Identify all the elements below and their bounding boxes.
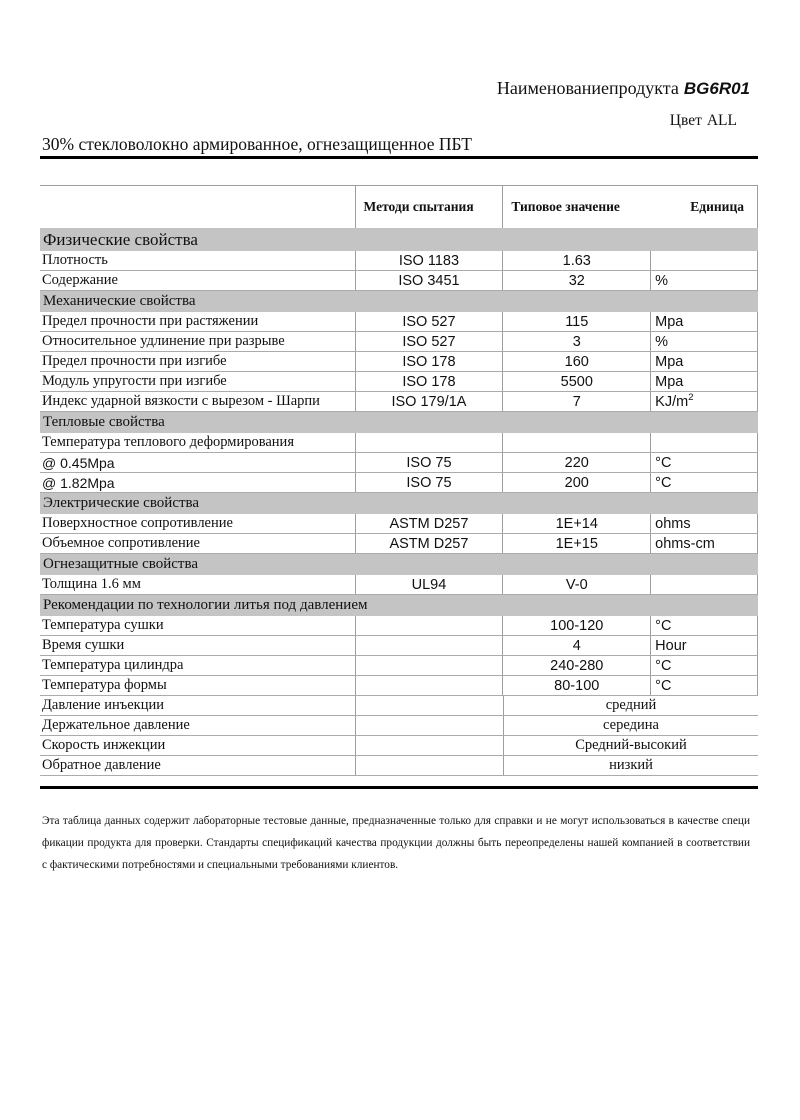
value-cell: 160: [502, 352, 650, 371]
unit-cell: °C: [650, 676, 757, 695]
value-cell: Средний-высокий: [503, 736, 758, 755]
table-row: [40, 453, 758, 473]
color-value: ALL: [706, 112, 737, 129]
disclaimer-line: фикации продукта для проверки. Стандарты спецификаций качества продукции должны быть переопределены нашей компанией в соответствии: [42, 837, 750, 849]
unit-cell: °C: [650, 453, 757, 472]
value-cell: 1.63: [502, 251, 650, 270]
property-name-cell: Температура цилиндра: [42, 657, 184, 673]
unit-cell: [650, 433, 757, 452]
table-row: [40, 756, 758, 776]
value-cell: 80-100: [502, 676, 650, 695]
table-row: [40, 514, 758, 534]
property-name-cell: Скорость инжекции: [42, 737, 166, 753]
section-label: Механические свойства: [43, 293, 196, 309]
method-cell: ASTM D257: [355, 514, 503, 533]
section-header-row: [40, 554, 758, 575]
method-cell: [355, 696, 503, 715]
table-row: [40, 636, 758, 656]
method-cell: ISO 75: [355, 453, 503, 472]
unit-cell: Mpa: [650, 372, 757, 391]
table-header-row: [40, 186, 758, 228]
value-cell: 100-120: [502, 616, 650, 635]
unit-cell: KJ/m $^2$: [650, 392, 757, 411]
method-cell: [355, 716, 503, 735]
property-name-cell: Объемное сопротивление: [42, 535, 200, 551]
properties-table: [40, 185, 758, 776]
method-cell: ISO 178: [355, 372, 503, 391]
value-cell: 5500: [502, 372, 650, 391]
table-row: [40, 656, 758, 676]
method-cell: UL94: [355, 575, 503, 594]
method-cell: ISO 527: [355, 332, 503, 351]
unit-cell: °C: [650, 656, 757, 675]
property-name-cell: Время сушки: [42, 637, 125, 653]
unit-cell: °C: [650, 616, 757, 635]
unit-cell: [650, 251, 757, 270]
product-name-label: Наименованиепродукта: [496, 78, 679, 98]
property-name-cell: Содержание: [42, 272, 118, 288]
value-cell: V-0: [502, 575, 650, 594]
table-row: [40, 312, 758, 332]
unit-cell: %: [650, 271, 757, 290]
property-name-cell: Относительное удлинение при разрыве: [42, 333, 285, 349]
unit-cell: [650, 575, 757, 594]
unit-cell: Mpa: [650, 352, 757, 371]
table-row: [40, 575, 758, 595]
method-cell: ISO 179/1A: [355, 392, 503, 411]
property-name-cell: Модуль упругости при изгибе: [42, 373, 227, 389]
value-cell: 200: [502, 473, 650, 492]
header-property-cell: [40, 186, 355, 228]
property-name-cell: Толщина 1.6 мм: [42, 576, 141, 592]
table-row: [40, 372, 758, 392]
section-label: Электрические свойства: [43, 495, 200, 511]
table-row: [40, 616, 758, 636]
property-name-cell: @ 0.45Mpa: [42, 454, 115, 471]
value-cell: средний: [503, 696, 758, 715]
value-cell: низкий: [503, 756, 758, 775]
method-cell: ISO 75: [355, 473, 503, 492]
value-cell: 1E+15: [502, 534, 650, 553]
product-code: BG6R01: [683, 79, 750, 98]
value-cell: 1E+14: [502, 514, 650, 533]
disclaimer-text: [42, 810, 750, 876]
section-header-row: [40, 228, 758, 251]
color-line: [40, 112, 737, 130]
method-cell: [355, 676, 503, 695]
property-name-cell: Плотность: [42, 252, 108, 268]
value-cell: 115: [502, 312, 650, 331]
material-description: 30% стекловолокно армированное, огнезащищенное ПБТ: [42, 134, 472, 154]
method-cell: [355, 756, 503, 775]
table-row: [40, 676, 758, 696]
top-divider-line: [40, 156, 758, 159]
property-name-cell: Температура формы: [42, 677, 167, 693]
section-header-row: [40, 595, 758, 616]
section-label: Тепловые свойства: [43, 414, 165, 430]
method-cell: ISO 3451: [355, 271, 503, 290]
method-cell: [355, 636, 503, 655]
table-row: [40, 251, 758, 271]
bottom-divider-line: [40, 786, 758, 789]
color-label: Цвет: [669, 112, 702, 129]
value-cell: 240-280: [502, 656, 650, 675]
property-name-cell: Обратное давление: [42, 757, 161, 773]
table-row: [40, 352, 758, 372]
value-cell: 7: [502, 392, 650, 411]
unit-cell: %: [650, 332, 757, 351]
property-name-cell: Индекс ударной вязкости с вырезом - Шарпи: [42, 393, 320, 409]
value-cell: середина: [503, 716, 758, 735]
table-row: [40, 736, 758, 756]
method-cell: ASTM D257: [355, 534, 503, 553]
section-header-row: [40, 412, 758, 433]
table-body: [40, 228, 758, 776]
table-row: [40, 716, 758, 736]
table-row: [40, 473, 758, 493]
disclaimer-line: с фактическими потребностями и специальными требованиями клиентов.: [42, 859, 399, 871]
unit-cell: ohms: [650, 514, 757, 533]
table-row: [40, 332, 758, 352]
value-cell: [502, 433, 650, 452]
unit-cell: Mpa: [650, 312, 757, 331]
property-name-cell: Поверхностное сопротивление: [42, 515, 233, 531]
method-cell: [355, 736, 503, 755]
property-name-cell: Температура теплового деформирования: [42, 434, 294, 450]
property-name-cell: @ 1.82Mpa: [42, 474, 115, 491]
method-cell: [355, 616, 503, 635]
method-cell: [355, 656, 503, 675]
method-cell: [355, 433, 503, 452]
method-cell: ISO 178: [355, 352, 503, 371]
header-method-cell: Методи спытания: [355, 186, 503, 228]
property-name-cell: Температура сушки: [42, 617, 164, 633]
section-header-row: [40, 291, 758, 312]
section-label: Физические свойства: [43, 229, 198, 249]
property-name-cell: Держательное давление: [42, 717, 190, 733]
header-unit-cell: Единица: [690, 199, 744, 214]
table-row: [40, 271, 758, 291]
section-label: Огнезащитные свойства: [43, 556, 199, 572]
property-name-cell: Предел прочности при изгибе: [42, 353, 227, 369]
unit-cell: °C: [650, 473, 757, 492]
value-cell: 3: [502, 332, 650, 351]
table-row: [40, 433, 758, 453]
header-value-cell: Типовое значение: [502, 186, 650, 228]
unit-cell: Hour: [650, 636, 757, 655]
method-cell: ISO 527: [355, 312, 503, 331]
product-name-line: [40, 78, 750, 99]
table-row: [40, 392, 758, 412]
section-header-row: [40, 493, 758, 514]
table-row: [40, 696, 758, 716]
table-row: [40, 534, 758, 554]
value-cell: 220: [502, 453, 650, 472]
method-cell: ISO 1183: [355, 251, 503, 270]
disclaimer-line: Эта таблица данных содержит лабораторные тестовые данные, предназначенные только для справки и не могут использоваться в качестве специ: [42, 815, 750, 827]
property-name-cell: Давление инъекции: [42, 697, 165, 713]
value-cell: 4: [502, 636, 650, 655]
section-label: Рекомендации по технологии литья под давлением: [43, 597, 368, 613]
unit-cell: ohms-cm: [650, 534, 757, 553]
property-name-cell: Предел прочности при растяжении: [42, 313, 259, 329]
value-cell: 32: [502, 271, 650, 290]
